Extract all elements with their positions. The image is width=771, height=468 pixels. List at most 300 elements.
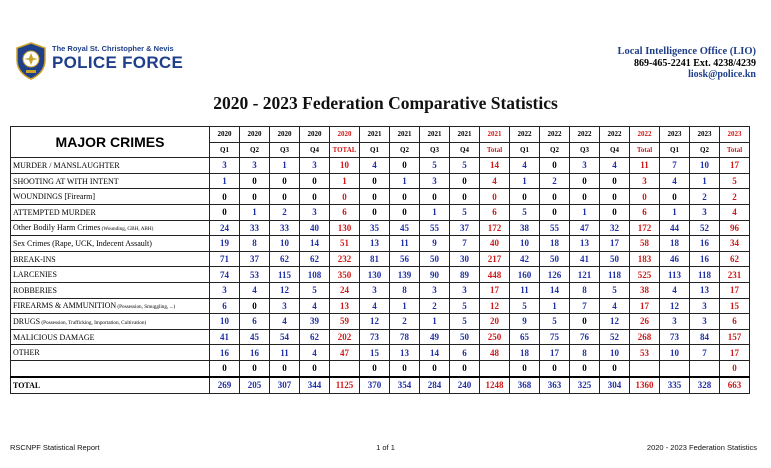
stat-cell: 46 xyxy=(660,251,690,267)
stat-cell: 47 xyxy=(330,345,360,361)
table-row xyxy=(11,158,750,174)
stat-cell: 250 xyxy=(480,329,510,345)
stat-cell: 14 xyxy=(480,158,510,174)
stat-cell: 74 xyxy=(210,267,240,283)
year-header: 2021 xyxy=(390,127,420,143)
stat-cell: 6 xyxy=(720,314,750,330)
stat-cell: 14 xyxy=(420,345,450,361)
stat-cell: 62 xyxy=(300,251,330,267)
table-row xyxy=(11,329,750,345)
stat-cell: 663 xyxy=(720,377,750,394)
stat-cell: 354 xyxy=(390,377,420,394)
office-name: Local Intelligence Office (LIO) xyxy=(617,46,756,57)
stat-cell: 4 xyxy=(480,173,510,189)
stat-cell: 0 xyxy=(300,360,330,376)
crime-category-label xyxy=(11,204,210,220)
stat-cell: 126 xyxy=(540,267,570,283)
stat-cell: 10 xyxy=(330,158,360,174)
stat-cell: 75 xyxy=(540,329,570,345)
stat-cell: 8 xyxy=(240,236,270,252)
stat-cell: 7 xyxy=(450,236,480,252)
crime-category-label xyxy=(11,173,210,189)
stat-cell: 3 xyxy=(450,282,480,298)
table-row xyxy=(11,360,750,376)
stat-cell: 0 xyxy=(240,360,270,376)
stat-cell: 26 xyxy=(630,314,660,330)
stat-cell: 335 xyxy=(660,377,690,394)
stat-cell: 5 xyxy=(540,314,570,330)
stat-cell: 15 xyxy=(360,345,390,361)
stat-cell: 6 xyxy=(630,204,660,220)
quarter-header: Q3 xyxy=(420,142,450,158)
stat-cell: 17 xyxy=(600,236,630,252)
stat-cell: 0 xyxy=(390,158,420,174)
stat-cell: 10 xyxy=(600,345,630,361)
stat-cell: 5 xyxy=(510,204,540,220)
quarter-header: TOTAL xyxy=(330,142,360,158)
crime-category-label xyxy=(11,329,210,345)
stat-cell: 78 xyxy=(390,329,420,345)
stat-cell: 1 xyxy=(420,204,450,220)
stat-cell: 0 xyxy=(390,204,420,220)
stat-cell: 4 xyxy=(240,282,270,298)
stat-cell: 157 xyxy=(720,329,750,345)
crime-category-name: OTHER xyxy=(13,348,40,358)
quarter-header: Q4 xyxy=(300,142,330,158)
stat-cell: 121 xyxy=(570,267,600,283)
stat-cell: 24 xyxy=(210,220,240,236)
crime-category-label xyxy=(11,314,210,330)
crime-category-name: Other Bodily Harm Crimes xyxy=(13,223,101,233)
stat-cell: 0 xyxy=(450,189,480,205)
stat-cell: 15 xyxy=(720,298,750,314)
quarter-header: Q2 xyxy=(240,142,270,158)
stat-cell: 1 xyxy=(660,204,690,220)
stat-cell: 0 xyxy=(300,189,330,205)
stat-cell: 4 xyxy=(270,314,300,330)
stat-cell: 172 xyxy=(630,220,660,236)
stat-cell: 4 xyxy=(360,298,390,314)
stat-cell: 40 xyxy=(300,220,330,236)
year-header: 2021 xyxy=(450,127,480,143)
stat-cell: 4 xyxy=(510,158,540,174)
stat-cell: 3 xyxy=(660,314,690,330)
stat-cell: 84 xyxy=(690,329,720,345)
stat-cell: 1 xyxy=(420,314,450,330)
stat-cell: 17 xyxy=(720,282,750,298)
stat-cell: 45 xyxy=(240,329,270,345)
stat-cell: 52 xyxy=(600,329,630,345)
stat-cell: 17 xyxy=(630,298,660,314)
table-row xyxy=(11,298,750,314)
stat-cell: 0 xyxy=(330,189,360,205)
contact-block xyxy=(617,46,756,81)
stat-cell: 30 xyxy=(450,251,480,267)
stat-cell: 16 xyxy=(240,345,270,361)
stat-cell: 5 xyxy=(450,314,480,330)
stat-cell: 37 xyxy=(450,220,480,236)
quarter-header: Q1 xyxy=(210,142,240,158)
stat-cell: 269 xyxy=(210,377,240,394)
stat-cell: 2 xyxy=(720,189,750,205)
stat-cell: 3 xyxy=(690,314,720,330)
stat-cell: 0 xyxy=(630,189,660,205)
stat-cell: 1 xyxy=(510,173,540,189)
stat-cell: 0 xyxy=(300,173,330,189)
quarter-header: Q3 xyxy=(570,142,600,158)
stat-cell: 76 xyxy=(570,329,600,345)
year-header: 2022 xyxy=(570,127,600,143)
stat-cell: 4 xyxy=(600,298,630,314)
stat-cell: 0 xyxy=(420,360,450,376)
stat-cell: 3 xyxy=(690,298,720,314)
stat-cell: 160 xyxy=(510,267,540,283)
stat-cell: 0 xyxy=(390,189,420,205)
stat-cell: 10 xyxy=(660,345,690,361)
stat-cell: 0 xyxy=(600,173,630,189)
stat-cell: 0 xyxy=(510,189,540,205)
stat-cell: 11 xyxy=(510,282,540,298)
stat-cell: 3 xyxy=(210,282,240,298)
crime-category-label xyxy=(11,220,210,236)
stat-cell: 1 xyxy=(240,204,270,220)
logo-subtitle: The Royal St. Christopher & Nevis xyxy=(52,44,174,53)
stat-cell: 4 xyxy=(300,345,330,361)
stat-cell xyxy=(330,360,360,376)
stat-cell: 0 xyxy=(270,189,300,205)
stat-cell: 4 xyxy=(660,282,690,298)
stat-cell: 16 xyxy=(690,251,720,267)
stat-cell: 4 xyxy=(660,173,690,189)
stat-cell: 0 xyxy=(450,173,480,189)
stat-cell: 344 xyxy=(300,377,330,394)
stat-cell: 47 xyxy=(570,220,600,236)
stat-cell: 118 xyxy=(600,267,630,283)
stat-cell xyxy=(630,360,660,376)
stat-cell: 13 xyxy=(690,282,720,298)
stat-cell: 0 xyxy=(210,189,240,205)
crime-category-label xyxy=(11,267,210,283)
stat-cell: 54 xyxy=(270,329,300,345)
stat-cell: 2 xyxy=(540,173,570,189)
year-header: 2022 xyxy=(600,127,630,143)
table-row xyxy=(11,267,750,283)
stat-cell: 4 xyxy=(360,158,390,174)
stat-cell: 12 xyxy=(270,282,300,298)
stat-cell: 5 xyxy=(420,158,450,174)
stat-cell: 13 xyxy=(360,236,390,252)
quarter-header: Total xyxy=(630,142,660,158)
year-header: 2022 xyxy=(630,127,660,143)
crime-category-name: ROBBERIES xyxy=(13,285,58,295)
stat-cell: 65 xyxy=(510,329,540,345)
crime-category-note: (Possession, Trafficking, Importation, Cultivation) xyxy=(40,319,147,326)
stat-cell: 328 xyxy=(690,377,720,394)
stat-cell: 0 xyxy=(570,314,600,330)
stat-cell: 0 xyxy=(360,173,390,189)
stat-cell: 231 xyxy=(720,267,750,283)
stat-cell: 51 xyxy=(330,236,360,252)
stat-cell: 81 xyxy=(360,251,390,267)
stat-cell: 0 xyxy=(540,189,570,205)
crime-category-label xyxy=(11,236,210,252)
stat-cell: 53 xyxy=(240,267,270,283)
stat-cell: 58 xyxy=(630,236,660,252)
stat-cell: 39 xyxy=(300,314,330,330)
stat-cell: 55 xyxy=(420,220,450,236)
stat-cell: 370 xyxy=(360,377,390,394)
stat-cell: 13 xyxy=(330,298,360,314)
crime-category-label xyxy=(11,251,210,267)
stat-cell: 48 xyxy=(480,345,510,361)
police-logo xyxy=(14,42,184,82)
stat-cell: 0 xyxy=(600,189,630,205)
stat-cell: 183 xyxy=(630,251,660,267)
table-row xyxy=(11,314,750,330)
stat-cell: 5 xyxy=(600,282,630,298)
stat-cell: 11 xyxy=(270,345,300,361)
stat-cell: 20 xyxy=(480,314,510,330)
stat-cell: 0 xyxy=(570,360,600,376)
stat-cell: 8 xyxy=(390,282,420,298)
stat-cell: 0 xyxy=(600,204,630,220)
stat-cell: 0 xyxy=(570,189,600,205)
stat-cell: 71 xyxy=(210,251,240,267)
stat-cell: 44 xyxy=(660,220,690,236)
table-row xyxy=(11,189,750,205)
stat-cell: 12 xyxy=(480,298,510,314)
stat-cell: 1 xyxy=(390,298,420,314)
year-header: 2020 xyxy=(270,127,300,143)
stat-cell: 2 xyxy=(270,204,300,220)
stat-cell: 5 xyxy=(450,158,480,174)
stat-cell: 11 xyxy=(630,158,660,174)
table-row xyxy=(11,204,750,220)
year-header: 2020 xyxy=(210,127,240,143)
crime-category-label xyxy=(11,360,210,376)
stat-cell: 217 xyxy=(480,251,510,267)
stat-cell: 0 xyxy=(240,189,270,205)
stat-cell: 130 xyxy=(360,267,390,283)
footer-page-number: 1 of 1 xyxy=(376,443,395,452)
stat-cell: 73 xyxy=(360,329,390,345)
stat-cell xyxy=(690,360,720,376)
stat-cell: 96 xyxy=(720,220,750,236)
stat-cell xyxy=(660,360,690,376)
crime-category-name: LARCENIES xyxy=(13,270,57,280)
quarter-header: Q2 xyxy=(690,142,720,158)
stat-cell: 41 xyxy=(570,251,600,267)
quarter-header: Q1 xyxy=(510,142,540,158)
stat-cell: 45 xyxy=(390,220,420,236)
stat-cell: 0 xyxy=(450,360,480,376)
stat-cell: 62 xyxy=(300,329,330,345)
footer-report-name: RSCNPF Statistical Report xyxy=(10,443,100,452)
stat-cell: 10 xyxy=(510,236,540,252)
stat-cell: 8 xyxy=(570,345,600,361)
year-header: 2022 xyxy=(510,127,540,143)
police-crest-icon xyxy=(14,42,48,80)
stat-cell: 12 xyxy=(360,314,390,330)
stat-cell: 232 xyxy=(330,251,360,267)
stat-cell: 4 xyxy=(720,204,750,220)
stat-cell: 10 xyxy=(210,314,240,330)
year-header: 2023 xyxy=(720,127,750,143)
stat-cell xyxy=(480,360,510,376)
stat-cell: 0 xyxy=(540,360,570,376)
stat-cell: 118 xyxy=(690,267,720,283)
crime-category-label xyxy=(11,345,210,361)
stat-cell: 14 xyxy=(300,236,330,252)
stat-cell: 268 xyxy=(630,329,660,345)
stat-cell: 50 xyxy=(540,251,570,267)
quarter-header: Total xyxy=(480,142,510,158)
stat-cell: 0 xyxy=(270,173,300,189)
stat-cell: 62 xyxy=(720,251,750,267)
stat-cell: 0 xyxy=(210,360,240,376)
stat-cell: 172 xyxy=(480,220,510,236)
stat-cell: 10 xyxy=(690,158,720,174)
stat-cell: 0 xyxy=(600,360,630,376)
logo-title: POLICE FORCE xyxy=(52,53,184,72)
stat-cell: 0 xyxy=(480,189,510,205)
stat-cell: 350 xyxy=(330,267,360,283)
stat-cell: 115 xyxy=(270,267,300,283)
footer-report-title: 2020 - 2023 Federation Statistics xyxy=(646,443,757,452)
quarter-header: Q3 xyxy=(270,142,300,158)
stat-cell: 56 xyxy=(390,251,420,267)
stat-cell: 307 xyxy=(270,377,300,394)
crime-category-label xyxy=(11,158,210,174)
stat-cell: 50 xyxy=(450,329,480,345)
stat-cell: 108 xyxy=(300,267,330,283)
stat-cell: 6 xyxy=(210,298,240,314)
stat-cell: 17 xyxy=(720,158,750,174)
stat-cell: 4 xyxy=(600,158,630,174)
stat-cell: 205 xyxy=(240,377,270,394)
stat-cell: 1248 xyxy=(480,377,510,394)
year-header: 2020 xyxy=(330,127,360,143)
stat-cell: 3 xyxy=(690,204,720,220)
stat-cell: 1125 xyxy=(330,377,360,394)
stat-cell: 3 xyxy=(360,282,390,298)
stat-cell: 0 xyxy=(660,189,690,205)
stat-cell: 368 xyxy=(510,377,540,394)
stat-cell: 0 xyxy=(540,204,570,220)
crime-category-name: WOUNDINGS [Firearm] xyxy=(13,192,95,202)
stat-cell: 0 xyxy=(720,360,750,376)
stat-cell: 0 xyxy=(270,360,300,376)
stat-cell: 50 xyxy=(600,251,630,267)
crime-category-name: SHOOTING AT WITH INTENT xyxy=(13,176,119,186)
stat-cell: 0 xyxy=(360,360,390,376)
stat-cell: 5 xyxy=(450,204,480,220)
quarter-header: Total xyxy=(720,142,750,158)
stat-cell: 0 xyxy=(210,204,240,220)
year-header: 2023 xyxy=(660,127,690,143)
stat-cell: 6 xyxy=(480,204,510,220)
stat-cell: 1 xyxy=(570,204,600,220)
crime-category-name: MURDER / MANSLAUGHTER xyxy=(13,160,120,170)
stat-cell: 35 xyxy=(360,220,390,236)
stat-cell: 12 xyxy=(660,298,690,314)
stat-cell: 5 xyxy=(300,282,330,298)
stat-cell: 0 xyxy=(360,189,390,205)
stat-cell: 33 xyxy=(270,220,300,236)
stat-cell: 6 xyxy=(240,314,270,330)
year-header: 2023 xyxy=(690,127,720,143)
stat-cell: 49 xyxy=(420,329,450,345)
stat-cell: 139 xyxy=(390,267,420,283)
stat-cell: 3 xyxy=(420,282,450,298)
table-row xyxy=(11,345,750,361)
stat-cell: 304 xyxy=(600,377,630,394)
stat-cell: 3 xyxy=(300,204,330,220)
stat-cell: 1 xyxy=(210,173,240,189)
crime-category-name: ATTEMPTED MURDER xyxy=(13,207,96,217)
year-header: 2021 xyxy=(420,127,450,143)
stat-cell: 42 xyxy=(510,251,540,267)
stat-cell: 11 xyxy=(390,236,420,252)
stat-cell: 16 xyxy=(210,345,240,361)
crime-category-name: BREAK-INS xyxy=(13,254,56,264)
stat-cell: 37 xyxy=(240,251,270,267)
stat-cell: 17 xyxy=(480,282,510,298)
quarter-header: Q1 xyxy=(660,142,690,158)
phone-number: 869-465-2241 Ext. 4238/4239 xyxy=(634,57,756,69)
total-row xyxy=(11,377,750,394)
stat-cell: 14 xyxy=(540,282,570,298)
stat-cell: 525 xyxy=(630,267,660,283)
stat-cell: 363 xyxy=(540,377,570,394)
stat-cell: 5 xyxy=(510,298,540,314)
stat-cell: 40 xyxy=(480,236,510,252)
stat-cell: 202 xyxy=(330,329,360,345)
stat-cell: 284 xyxy=(420,377,450,394)
stat-cell: 41 xyxy=(210,329,240,345)
stat-cell: 34 xyxy=(720,236,750,252)
stat-cell: 12 xyxy=(600,314,630,330)
table-row xyxy=(11,173,750,189)
stat-cell: 13 xyxy=(390,345,420,361)
stat-cell: 33 xyxy=(240,220,270,236)
stat-cell: 113 xyxy=(660,267,690,283)
year-header-row xyxy=(11,127,750,143)
stat-cell: 0 xyxy=(240,298,270,314)
stat-cell: 6 xyxy=(330,204,360,220)
stat-cell: 5 xyxy=(720,173,750,189)
table-row xyxy=(11,236,750,252)
stat-cell: 448 xyxy=(480,267,510,283)
stat-cell: 2 xyxy=(390,314,420,330)
stat-cell: 59 xyxy=(330,314,360,330)
stat-cell: 73 xyxy=(660,329,690,345)
quarter-header: Q2 xyxy=(390,142,420,158)
stat-cell: 53 xyxy=(630,345,660,361)
stat-cell: 0 xyxy=(360,204,390,220)
year-header: 2022 xyxy=(540,127,570,143)
stat-cell: 0 xyxy=(510,360,540,376)
stat-cell: 38 xyxy=(630,282,660,298)
stat-cell: 55 xyxy=(540,220,570,236)
crime-category-name: TOTAL xyxy=(13,380,41,390)
stat-cell: 19 xyxy=(210,236,240,252)
quarter-header: Q1 xyxy=(360,142,390,158)
stat-cell: 0 xyxy=(240,173,270,189)
stat-cell: 17 xyxy=(540,345,570,361)
stat-cell: 3 xyxy=(270,298,300,314)
stat-cell: 0 xyxy=(420,189,450,205)
